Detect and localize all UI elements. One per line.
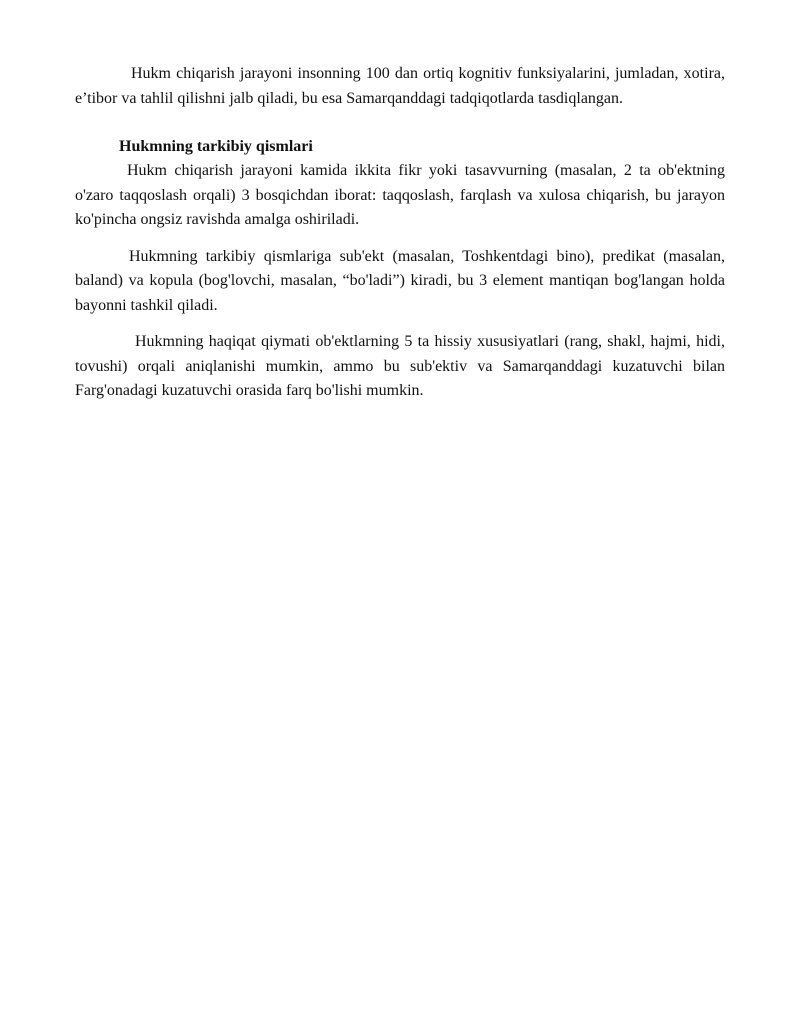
paragraph-process: Hukm chiqarish jarayoni kamida ikkita fikr yoki tasavvurning (masalan, 2 ta ob'ektning o'zaro taqqoslash orqali) 3 bosqichdan iborat: taqqoslash, farqlash va xulosa chiqarish, bu jarayon ko'pincha ongsiz ravishda amalga oshiriladi.	[75, 162, 725, 228]
paragraph-intro: Hukm chiqarish jarayoni insonning 100 dan ortiq kognitiv funksiyalarini, jumladan, xotira, e’tibor va tahlil qilishni jalb qiladi, bu esa Samarqanddagi tadqiqotlarda tasdiqlangan.	[75, 65, 725, 107]
paragraph-components: Hukmning tarkibiy qismlariga sub'ekt (masalan, Toshkentdagi bino), predikat (masalan, baland) va kopula (bog'lovchi, masalan, “bo'ladi”) kiradi, bu 3 element mantiqan bog'langan holda bayonni tashkil qiladi.	[75, 247, 725, 314]
document-body	[75, 62, 725, 404]
section-heading: Hukmning tarkibiy qismlari	[119, 138, 313, 155]
paragraph-truth-value: Hukmning haqiqat qiymati ob'ektlarning 5 ta hissiy xususiyatlari (rang, shakl, hajmi, hidi, tovushi) orqali aniqlanishi mumkin, ammo bu sub'ektiv va Samarqanddagi kuzatuvchi bilan Farg'onadagi kuzatuvchi orasida farq bo'lishi mumkin.	[75, 333, 725, 399]
